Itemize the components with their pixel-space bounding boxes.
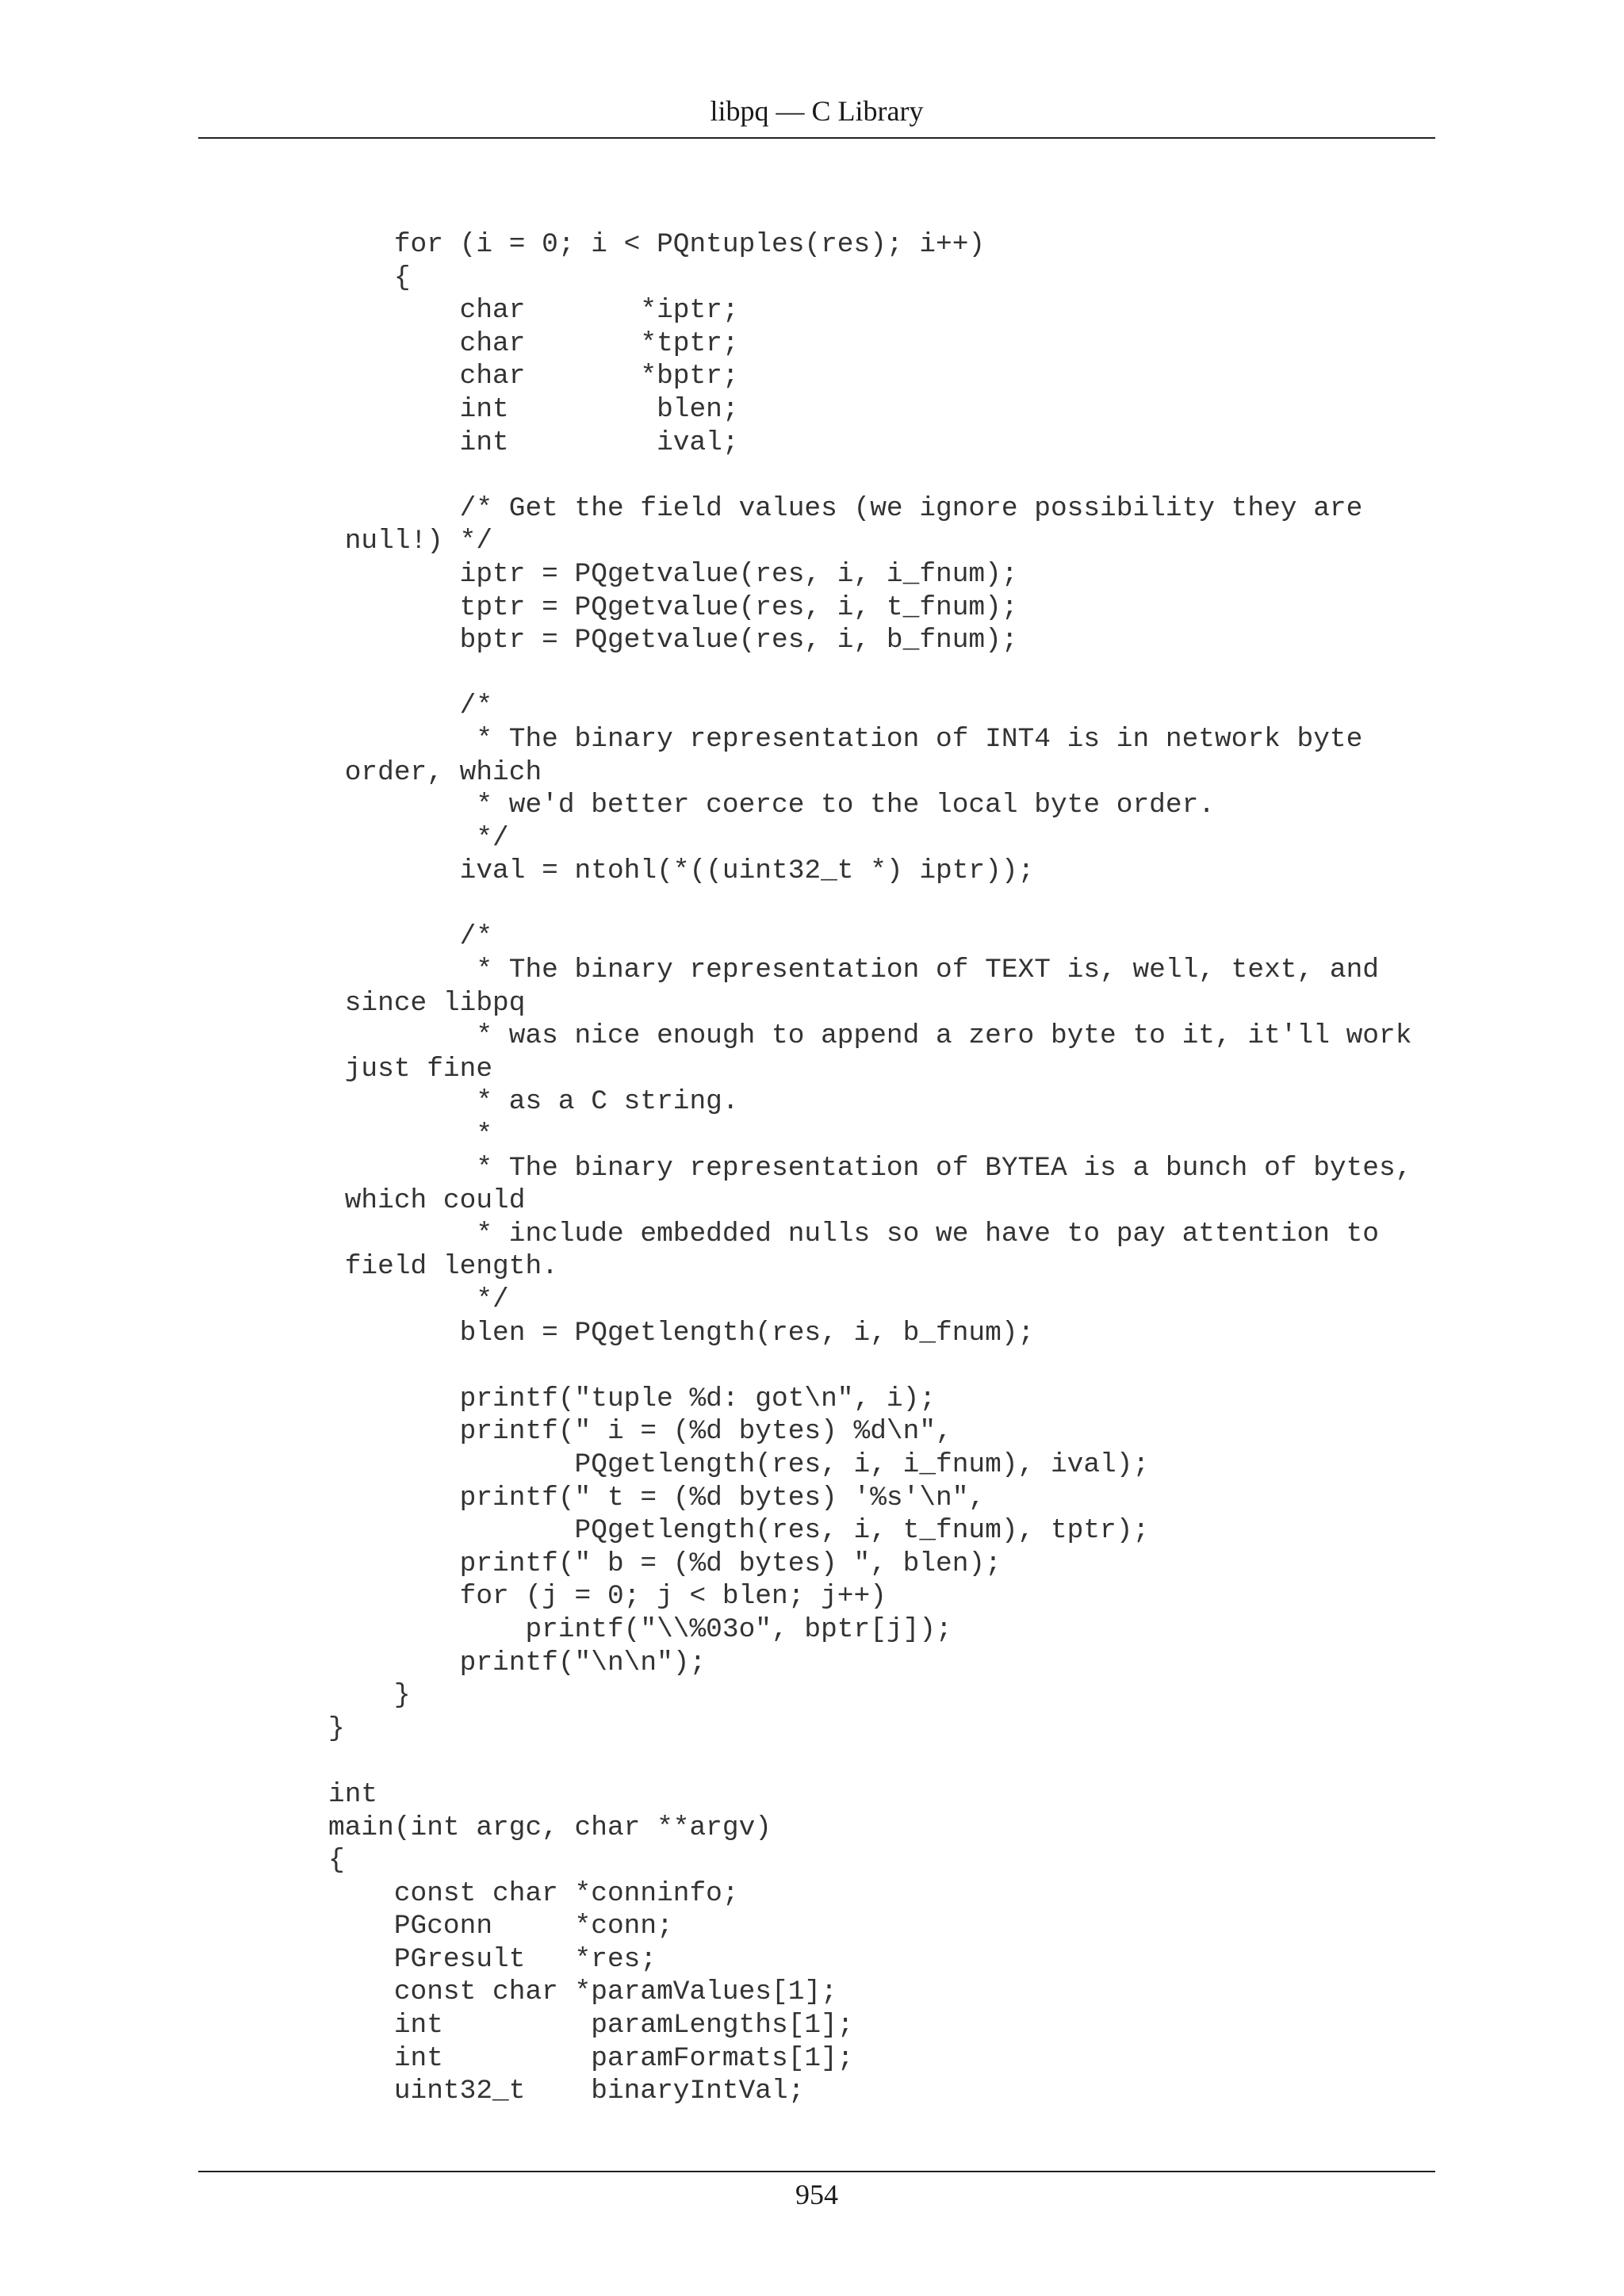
code-line: PGresult *res; <box>328 1943 657 1975</box>
code-line: /* <box>328 921 493 953</box>
code-line: { <box>328 1845 345 1877</box>
code-listing <box>328 228 1411 2108</box>
footer-rule <box>198 2171 1435 2172</box>
code-line: * include embedded nulls so we have to pay attention to <box>328 1218 1380 1249</box>
page-header: libpq — C Library <box>710 95 924 127</box>
code-line: PQgetlength(res, i, i_fnum), ival); <box>328 1448 1150 1480</box>
code-line: printf("tuple %d: got\n", i); <box>328 1383 936 1414</box>
code-line <box>328 888 1411 921</box>
code-line: blen = PQgetlength(res, i, b_fnum); <box>328 1317 1035 1349</box>
code-line: const char *paramValues[1]; <box>328 1976 837 2008</box>
code-line: uint32_t binaryIntVal; <box>328 2076 805 2107</box>
code-line: } <box>328 1712 345 1744</box>
code-line: int paramLengths[1]; <box>328 2010 854 2042</box>
code-line: printf(" i = (%d bytes) %d\n", <box>328 1416 952 1448</box>
code-line: field length. <box>328 1251 558 1283</box>
code-line: which could <box>328 1185 526 1217</box>
code-line: bptr = PQgetvalue(res, i, b_fnum); <box>328 625 1018 656</box>
code-line: * The binary representation of BYTEA is a bunch of bytes, <box>328 1152 1412 1184</box>
code-line: tptr = PQgetvalue(res, i, t_fnum); <box>328 591 1018 623</box>
code-line: * as a C string. <box>328 1086 739 1118</box>
code-line: just fine <box>328 1053 493 1085</box>
code-line: * The binary representation of TEXT is, well, text, and <box>328 955 1380 986</box>
code-line: char *tptr; <box>328 327 739 359</box>
code-line: const char *conninfo; <box>328 1877 739 1909</box>
code-line: null!) */ <box>328 526 493 557</box>
code-line: char *iptr; <box>328 295 739 327</box>
code-line: PGconn *conn; <box>328 1911 673 1942</box>
code-line: char *bptr; <box>328 361 739 392</box>
code-line: * <box>328 1119 493 1151</box>
code-line: int <box>328 1778 378 1810</box>
code-line: iptr = PQgetvalue(res, i, i_fnum); <box>328 558 1018 590</box>
code-line: /* Get the field values (we ignore possibility they are <box>328 492 1363 524</box>
code-line: int ival; <box>328 427 739 458</box>
code-line: printf("\\%03o", bptr[j]); <box>328 1613 952 1645</box>
code-line: * was nice enough to append a zero byte to it, it'll work <box>328 1020 1412 1052</box>
code-line: */ <box>328 1284 509 1315</box>
code-line: main(int argc, char **argv) <box>328 1812 772 1843</box>
code-line: */ <box>328 822 509 854</box>
code-line: /* <box>328 691 493 722</box>
header-rule <box>198 137 1435 139</box>
code-line: since libpq <box>328 987 526 1019</box>
code-line <box>328 1745 1411 1778</box>
code-line: * we'd better coerce to the local byte order. <box>328 790 1215 821</box>
code-line: printf(" t = (%d bytes) '%s'\n", <box>328 1482 986 1513</box>
code-line: printf(" b = (%d bytes) ", blen); <box>328 1548 1002 1579</box>
code-line <box>328 657 1411 691</box>
code-line: { <box>328 262 411 293</box>
code-line: printf("\n\n"); <box>328 1647 707 1678</box>
code-line <box>328 459 1411 492</box>
code-line: * The binary representation of INT4 is in network byte <box>328 723 1363 755</box>
code-line: ival = ntohl(*((uint32_t *) iptr)); <box>328 855 1035 887</box>
page-number: 954 <box>795 2179 838 2210</box>
code-line: for (i = 0; i < PQntuples(res); i++) <box>328 229 986 260</box>
code-line: PQgetlength(res, i, t_fnum), tptr); <box>328 1515 1150 1547</box>
code-line: } <box>328 1680 411 1712</box>
code-line: for (j = 0; j < blen; j++) <box>328 1581 887 1613</box>
code-line <box>328 1349 1411 1383</box>
code-line: int paramFormats[1]; <box>328 2042 854 2074</box>
code-line: order, which <box>328 756 542 788</box>
code-line: int blen; <box>328 393 739 425</box>
